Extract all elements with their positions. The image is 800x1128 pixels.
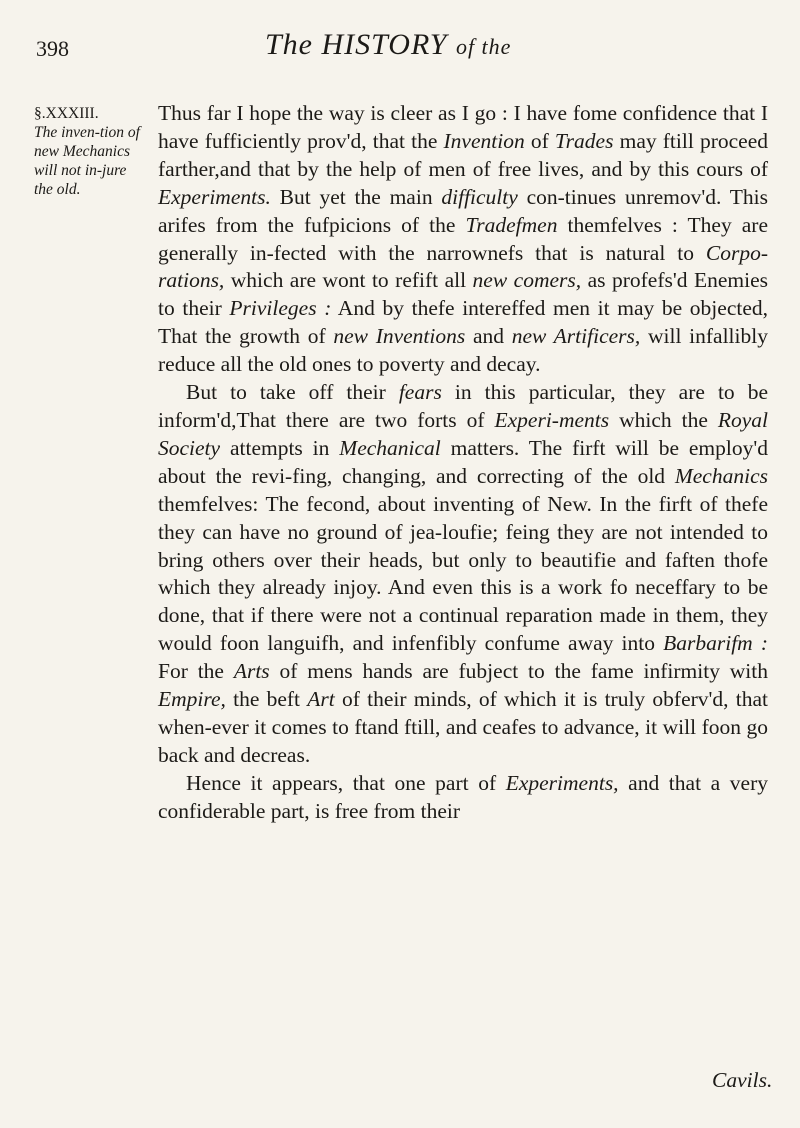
page-header [0,28,800,88]
paragraph-1 [158,100,768,379]
italic-run: difficulty [441,184,518,209]
text-run: which the [609,407,718,432]
italic-run: new Artificers, [511,324,641,349]
italic-run: Tradefmen [465,212,558,237]
running-head [265,28,511,62]
italic-run: Invention [443,128,525,153]
text-run: matters. The firft will be employ'd about the revi-fing, changing, and correcting of the old [158,435,768,488]
italic-run: Art [307,687,335,712]
text-run: themfelves : They are generally in-fected with the narrownefs that is natural to [158,212,768,265]
text-run: as profefs'd Enemies to their [158,268,768,321]
catchword: Cavils. [712,1068,773,1092]
page-number: 398 [36,36,69,61]
italic-run: Empire, [158,687,226,712]
italic-run: Trades [554,128,614,153]
italic-run: Arts [233,659,270,684]
italic-run: Royal Society [158,407,769,460]
text-run: may ftill proceed farther,and that by the help of men of free lives, and by this cours of [158,128,768,181]
text-run: And by thefe intereffed men it may be objected, That the growth of [158,296,769,349]
italic-run: Experiments, [505,770,619,795]
margin-note [34,104,144,199]
section-number: §.XXXIII. [34,105,99,122]
paragraph-2 [158,379,768,770]
text-run: of [524,128,555,153]
text-run: of their minds, of which it is truly obferv'd, that when-ever it comes to ftand ftill, and ceafes to advance, it will foon go back and decreas. [158,687,768,767]
text-run: in this particular, they are to be inform'd,That there are two forts of [158,380,768,432]
italic-run: Experiments. [158,184,271,209]
italic-run: Mechanics [674,463,768,488]
text-run: and [465,324,512,349]
running-head-main: The HISTORY [265,28,448,61]
running-head-of: of the [455,34,512,59]
text-run: and that a very confiderable part, is free from their [158,770,768,823]
italic-run: fears [398,380,442,405]
text-run: attempts in [220,435,340,460]
italic-run: Mechanical [339,435,441,460]
text-run: For the [158,659,234,684]
italic-run: Corpo-rations, [158,240,768,293]
text-run: con-tinues unremov'd. This arifes from the fufpicions of the [158,184,768,237]
text-run: Hence it appears, that one part of [186,770,506,795]
text-run: the beft [225,687,308,712]
text-run: But yet the main [270,184,442,209]
italic-run: Privileges : [229,296,332,321]
italic-run: new Inventions [333,324,466,349]
text-run: Thus far I hope the way is cleer as I go : I have fome confidence that I have fufficiently prov'd, that the [158,101,768,153]
text-run: will infallibly reduce all the old ones to poverty and decay. [158,324,768,377]
text-run: which are wont to refift all [224,268,473,293]
margin-note-text: The inven-tion of new Mechanics will not in-jure the old. [34,124,140,198]
body-text [158,100,768,826]
paragraph-3 [158,770,768,826]
text-run: of mens hands are fubject to the fame infirmity with [269,659,768,684]
text-run: But to take off their [186,380,399,405]
italic-run: Experi-ments [494,407,610,432]
text-run: themfelves: The fecond, about inventing of New. In the firft of thefe they can have no ground of jea-loufie; feing they are not intended to bring others over their heads, but only to beautifie and faften thofe which they already injoy. And even this is a work fo neceffary to be done, that if there were not a continual reparation made in them, they would foon languifh, and infenfibly confume away into [158,491,768,656]
italic-run: new comers, [472,268,582,293]
italic-run: Barbarifm : [663,631,768,656]
